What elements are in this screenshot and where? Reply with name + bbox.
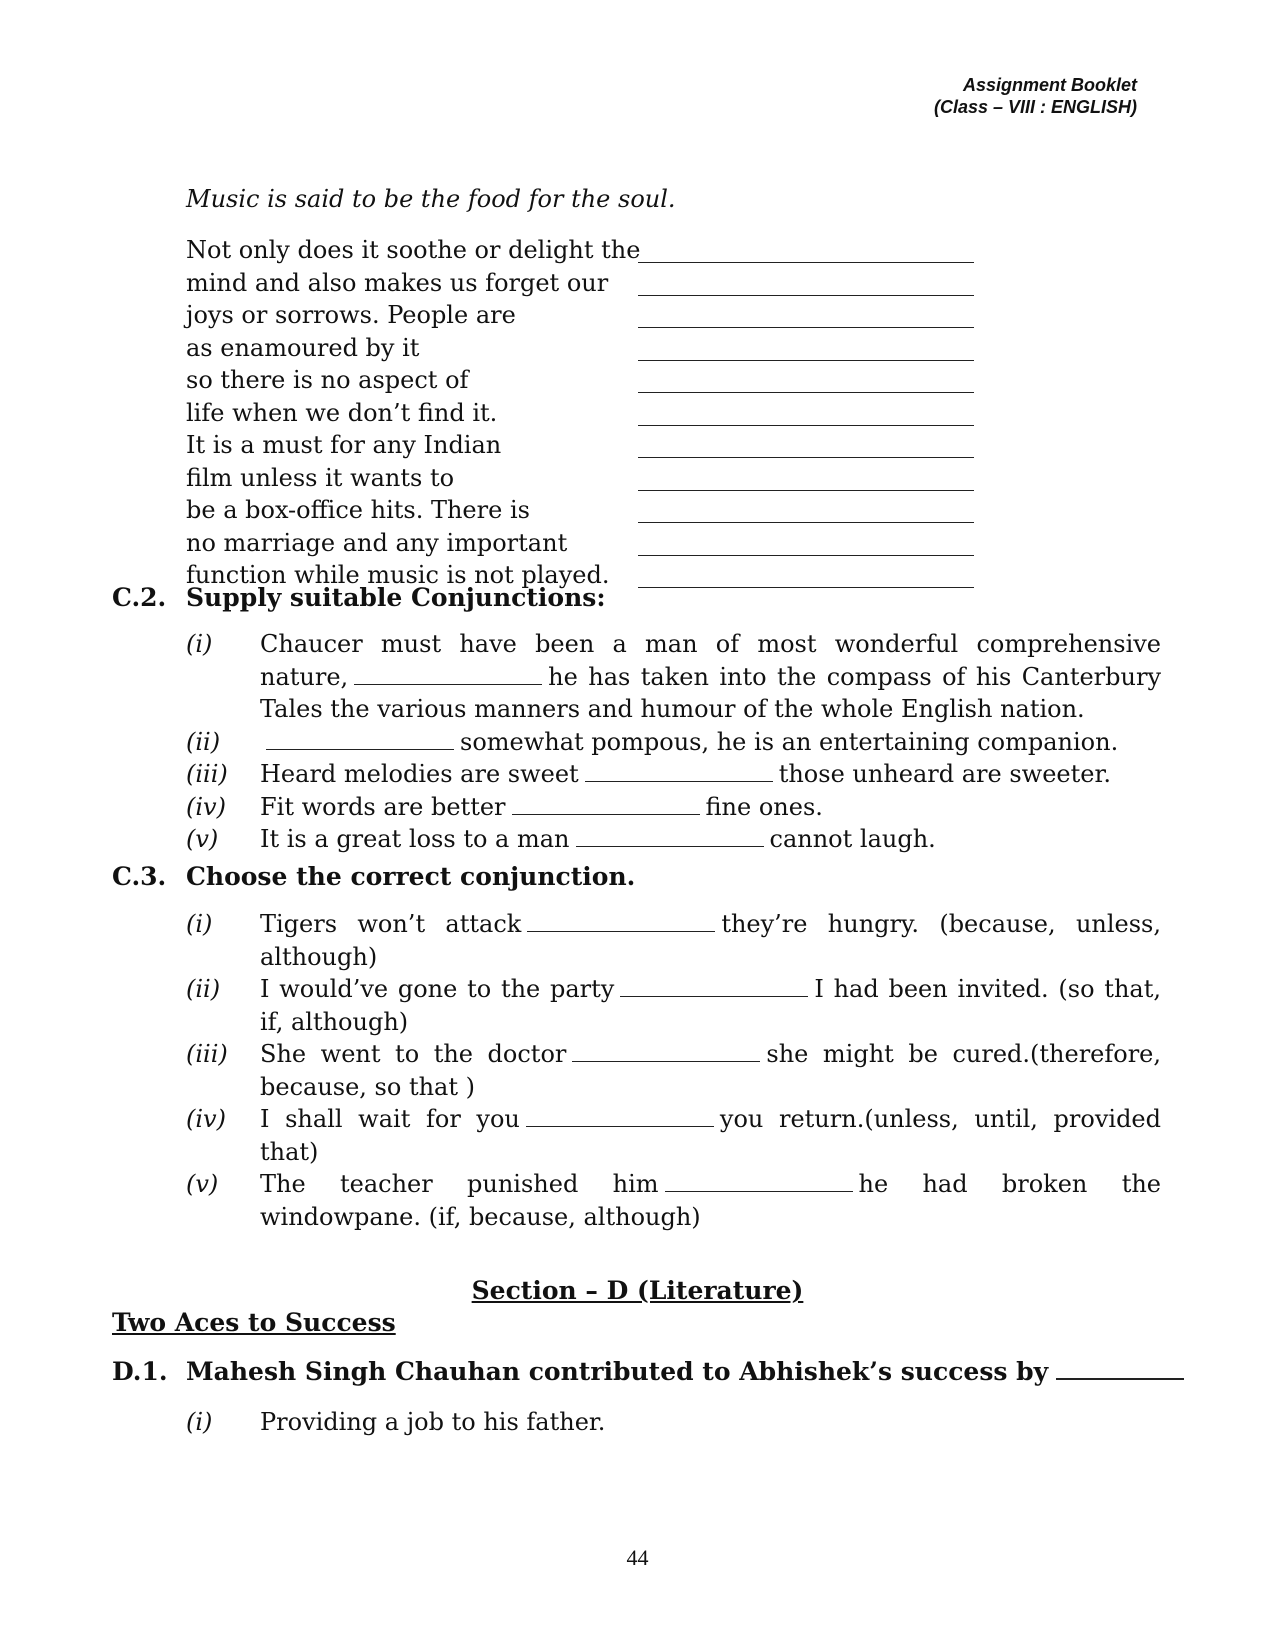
item-text-after: you return.(unless, until, provided that) — [260, 1105, 1161, 1166]
question-c2-items — [186, 628, 1161, 856]
question-item — [186, 823, 1161, 856]
item-text-after: they’re hungry. (because, unless, although) — [260, 910, 1161, 971]
item-text — [260, 1168, 1161, 1233]
item-text-after: I had been invited. (so that, if, although) — [260, 975, 1161, 1036]
answer-line[interactable] — [638, 262, 974, 263]
option-text: Providing a job to his father. — [260, 1408, 606, 1436]
question-number: C.3. — [112, 862, 167, 891]
question-title: Mahesh Singh Chauhan contributed to Abhishek’s success by — [186, 1357, 1049, 1386]
header-class: (Class – VIII : ENGLISH) — [933, 97, 1137, 117]
question-d1-options — [186, 1406, 1161, 1439]
item-text-after: those unheard are sweeter. — [778, 760, 1111, 788]
item-text-after: somewhat pompous, he is an entertaining companion. — [460, 727, 1119, 756]
question-title: Choose the correct conjunction. — [186, 862, 636, 891]
item-number: (i) — [186, 910, 213, 938]
question-item — [186, 1103, 1161, 1168]
passage-line: Not only does it soothe or delight the — [186, 236, 641, 264]
question-item — [186, 628, 1161, 726]
item-number: (iv) — [186, 1105, 226, 1133]
item-text — [260, 726, 1161, 759]
passage-line: so there is no aspect of — [186, 366, 469, 394]
answer-blank[interactable] — [620, 974, 808, 997]
question-c2-heading — [112, 583, 606, 612]
passage-line: as enamoured by it — [186, 333, 420, 362]
answer-line[interactable] — [638, 490, 974, 491]
passage-line: It is a must for any Indian — [186, 431, 502, 459]
item-text-before: Chaucer must have been a man of most wonderful comprehensive nature, — [260, 630, 1161, 691]
answer-line[interactable] — [638, 457, 974, 458]
item-text-before: The teacher punished him — [260, 1170, 659, 1198]
question-number: C.2. — [112, 583, 167, 612]
answer-blank[interactable] — [576, 824, 764, 847]
item-text-before: I would’ve gone to the party — [260, 975, 615, 1003]
item-text-before: Fit words are better — [260, 792, 506, 821]
answer-line[interactable] — [638, 522, 974, 523]
answer-line[interactable] — [638, 327, 974, 328]
item-number: (v) — [186, 1170, 219, 1198]
passage-line: film unless it wants to — [186, 463, 455, 492]
question-item — [186, 791, 1161, 824]
option-number: (i) — [186, 1408, 213, 1436]
answer-blank[interactable] — [526, 1104, 714, 1127]
item-text-after: fine ones. — [705, 792, 823, 821]
question-c3-heading — [112, 862, 635, 891]
section-d-title: Section – D (Literature) — [471, 1276, 804, 1305]
item-text-before: Heard melodies are sweet — [260, 760, 579, 788]
item-number: (iii) — [186, 760, 228, 788]
answer-blank[interactable] — [665, 1169, 853, 1192]
passage-line: no marriage and any important — [186, 528, 568, 557]
answer-blank[interactable] — [1056, 1356, 1184, 1380]
item-text — [260, 628, 1161, 726]
item-text — [260, 1103, 1161, 1168]
item-text-before: She went to the doctor — [260, 1040, 567, 1068]
answer-line[interactable] — [638, 425, 974, 426]
answer-line[interactable] — [638, 360, 974, 361]
item-number: (v) — [186, 825, 219, 853]
item-number: (ii) — [186, 727, 221, 756]
answer-line[interactable] — [638, 392, 974, 393]
item-text — [260, 908, 1161, 973]
item-text-before: Tigers won’t attack — [260, 910, 522, 938]
answer-line[interactable] — [638, 555, 974, 556]
item-text-before: I shall wait for you — [260, 1105, 520, 1133]
booklet-header — [934, 74, 1137, 118]
answer-blank[interactable] — [527, 909, 715, 932]
answer-blank[interactable] — [266, 727, 454, 750]
question-item — [186, 1168, 1161, 1233]
page-number: 44 — [626, 1545, 649, 1570]
answer-line[interactable] — [638, 587, 974, 588]
item-text — [260, 791, 1161, 824]
answer-blank[interactable] — [354, 662, 542, 685]
question-c3-items — [186, 908, 1161, 1233]
question-title: Supply suitable Conjunctions: — [186, 583, 606, 612]
answer-blank[interactable] — [585, 759, 773, 782]
item-number: (iii) — [186, 1040, 228, 1068]
passage-line: joys or sorrows. People are — [186, 301, 516, 329]
passage-line: life when we don’t find it. — [186, 398, 498, 427]
header-title: Assignment Booklet — [962, 75, 1137, 95]
item-text — [260, 973, 1161, 1038]
item-number: (ii) — [186, 975, 221, 1003]
answer-blank[interactable] — [572, 1039, 760, 1062]
question-item — [186, 1038, 1161, 1103]
question-item — [186, 726, 1161, 759]
item-text — [260, 1038, 1161, 1103]
item-number: (i) — [186, 630, 213, 658]
passage-line: be a box-office hits. There is — [186, 496, 530, 524]
lesson-title: Two Aces to Success — [112, 1308, 396, 1337]
answer-blank[interactable] — [512, 792, 700, 815]
item-text — [260, 823, 1161, 856]
item-text-after: he has taken into the compass of his Canterbury Tales the various manners and humour of the whole English nation. — [260, 662, 1161, 723]
passage-line: mind and also makes us forget our — [186, 268, 609, 297]
passage-intro: Music is said to be the food for the soul. — [186, 185, 676, 213]
item-number: (iv) — [186, 792, 226, 821]
question-d1-heading — [112, 1356, 1184, 1386]
question-number: D.1. — [112, 1357, 168, 1386]
item-text-before: It is a great loss to a man — [260, 825, 570, 853]
item-text-after: she might be cured.(therefore, because, so that ) — [260, 1040, 1162, 1101]
item-text — [260, 758, 1161, 791]
question-item — [186, 758, 1161, 791]
question-item — [186, 973, 1161, 1038]
item-text-after: cannot laugh. — [769, 825, 936, 853]
option-item — [186, 1406, 1161, 1439]
passage-line: function while music is not played. — [186, 561, 610, 589]
answer-line[interactable] — [638, 295, 974, 296]
item-text-after: he had broken the windowpane. (if, because, although) — [260, 1170, 1161, 1231]
question-item — [186, 908, 1161, 973]
